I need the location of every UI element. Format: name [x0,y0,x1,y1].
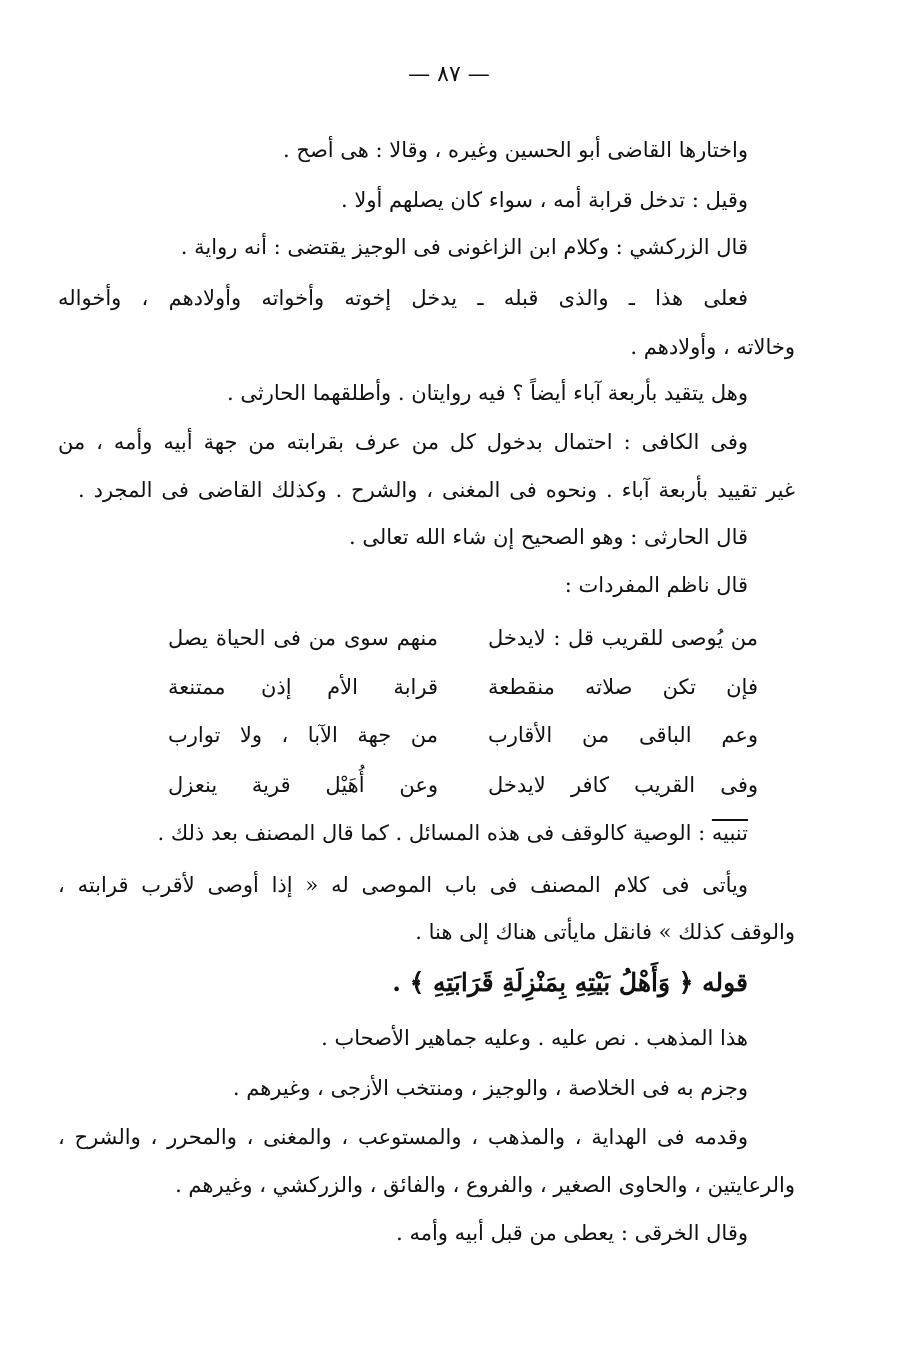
verse [168,770,758,800]
text-line: هذا المذهب . نص عليه . وعليه جماهير الأصحاب . [321,1026,748,1050]
text-line: غير تقييد بأربعة آباء . ونحوه فى المغنى ، والشرح . وكذلك القاضى فى المجرد . [78,478,795,502]
text-line: وقدمه فى الهداية ، والمذهب ، والمستوعب ، والمغنى ، والمحرر ، والشرح ، [58,1125,748,1149]
text-line: قال الحارثى : وهو الصحيح إن شاء الله تعالى . [349,525,748,549]
verse-hemistich: من يُوصى للقريب قل : لايدخل [488,626,758,650]
text-line: وخالاته ، وأولادهم . [630,335,795,359]
verse [168,672,758,702]
verse-hemistich: وعم الباقى من الأقارب [488,723,758,747]
verse-hemistich: قرابة الأم إذن ممتنعة [168,675,438,699]
verse-hemistich: منهم سوى من فى الحياة يصل [168,626,438,650]
tanbih-label: تنبيه [711,821,748,845]
text-line: فعلى هذا ـ والذى قبله ـ يدخل إخوته وأخواته وأولادهم ، وأخواله [58,286,748,310]
text-line: واختارها القاضى أبو الحسين وغيره ، وقالا : هى أصح . [283,138,748,162]
text-line: ويأتى فى كلام المصنف فى باب الموصى له « إذا أوصى لأقرب قرابته ، [58,873,748,897]
text-line: وفى الكافى : احتمال بدخول كل من عرف بقرابته من جهة أبيه وأمه ، من [58,430,748,454]
verse-hemistich: وعن أُهَيْل قرية ينعزل [168,773,438,797]
text-line: والرعايتين ، والحاوى الصغير ، والفروع ، والفائق ، والزركشي ، وغيرهم . [175,1173,795,1197]
section-heading [392,965,748,1001]
text-line: وقيل : تدخل قرابة أمه ، سواء كان يصلهم أولا . [341,188,748,212]
verse-hemistich: من جهة الآبا ، ولا توارب [168,723,438,747]
verse-hemistich: وفى القريب كافر لايدخل [488,773,758,797]
page-number: — ٨٧ — [408,62,490,87]
heading-prefix: قوله [702,968,748,997]
heading-suffix: . [392,968,401,997]
verse-hemistich: فإن تكن صلاته منقطعة [488,675,758,699]
tanbih-line [157,818,748,848]
text-line: والوقف كذلك » فانقل مايأتى هناك إلى هنا . [415,920,795,944]
text-line: وقال الخرقى : يعطى من قبل أبيه وأمه . [396,1221,748,1245]
verse [168,623,758,653]
text-line: وهل يتقيد بأربعة آباء أيضاً ؟ فيه روايتان . وأطلقهما الحارثى . [227,381,748,405]
verse [168,720,758,750]
text-line: قال الزركشي : وكلام ابن الزاغونى فى الوجيز يقتضى : أنه رواية . [180,235,748,259]
tanbih-text: : الوصية كالوقف فى هذه المسائل . كما قال المصنف بعد ذلك . [157,821,706,845]
text-line: وجزم به فى الخلاصة ، والوجيز ، ومنتخب الأزجى ، وغيرهم . [232,1076,748,1100]
text-line: قال ناظم المفردات : [564,573,748,597]
heading-quote: ﴿ وَأَهْلُ بَيْتِهِ بِمَنْزِلَةِ قَرَابَتِهِ ﴾ [409,968,694,997]
